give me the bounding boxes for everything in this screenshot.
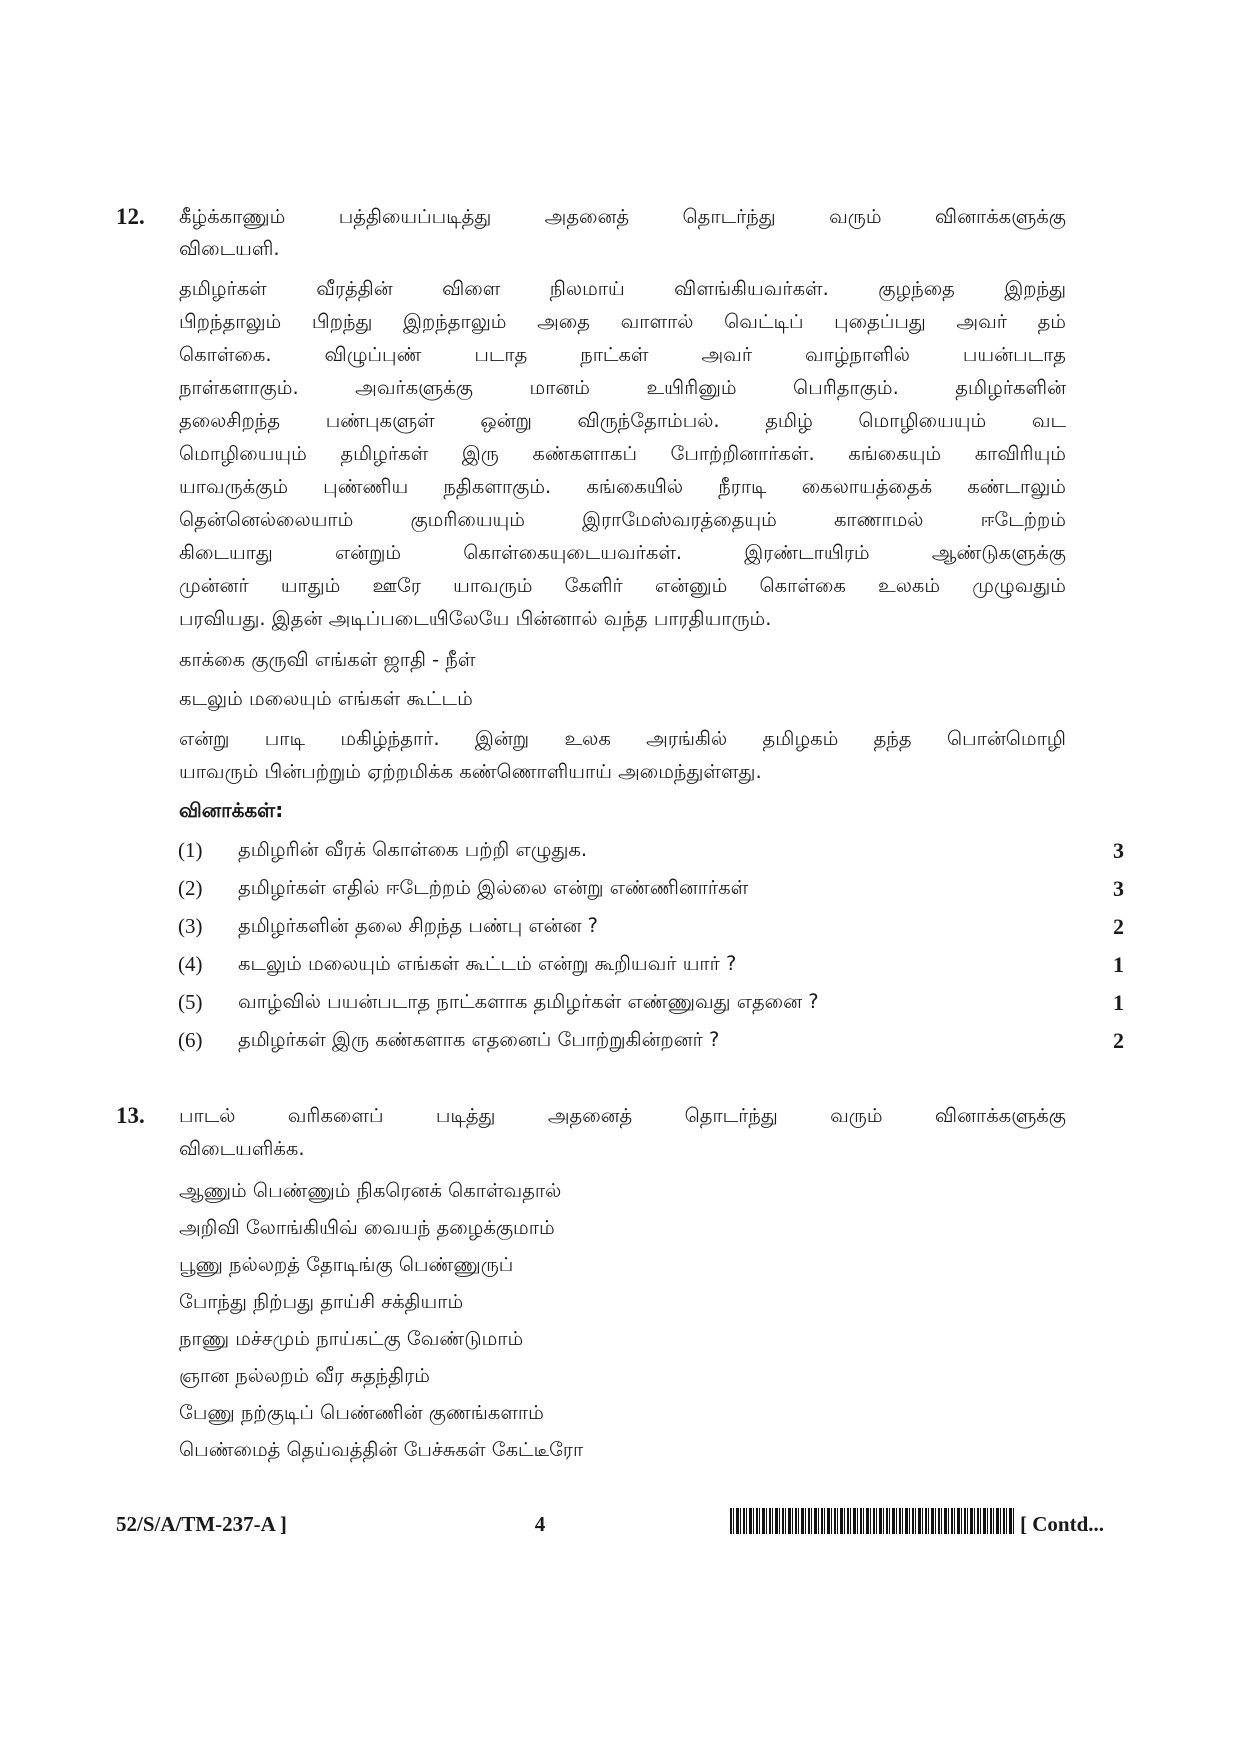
verse-line: கடலும் மலையும் எங்கள் கூட்டம் — [179, 687, 473, 710]
instruction-line: விடையளிக்க. — [179, 1137, 305, 1160]
passage-line: நாள்களாகும். அவர்களுக்கு மானம் உயிரினும் பெரிதாகும். தமிழர்களின் — [179, 376, 1066, 399]
sub-question-number: (3) — [178, 914, 203, 938]
sub-question-number: (6) — [178, 1028, 203, 1052]
poem-line: ஞான நல்லறம் வீர சுதந்திரம் — [179, 1364, 430, 1387]
sub-question-text: தமிழர்களின் தலை சிறந்த பண்பு என்ன ? — [238, 914, 599, 937]
passage-line: மொழியையும் தமிழர்கள் இரு கண்களாகப் போற்றினார்கள். கங்கையும் காவிரியும் — [179, 442, 1066, 465]
question-number: 12. — [116, 204, 145, 229]
passage-line: முன்னர் யாதும் ஊரே யாவரும் கேளிர் என்னும் கொள்கை உலகம் முழுவதும் — [179, 574, 1066, 597]
poem-line: அறிவி லோங்கியிவ் வையந் தழைக்குமாம் — [179, 1216, 555, 1239]
marks: 1 — [1113, 952, 1124, 977]
marks: 1 — [1113, 990, 1124, 1015]
passage-line: தென்னெல்லையாம் குமரியையும் இராமேஸ்வரத்தையும் காணாமல் ஈடேற்றம் — [179, 508, 1066, 531]
passage-line: பரவியது. இதன் அடிப்படையிலேயே பின்னால் வந்த பாரதியாரும். — [179, 607, 772, 630]
sub-question-text: தமிழர்கள் எதில் ஈடேற்றம் இல்லை என்று எண்ணினார்கள் — [238, 876, 749, 899]
passage-line: யாவருக்கும் புண்ணிய நதிகளாகும். கங்கையில் நீராடி கைலாயத்தைக் கண்டாலும் — [179, 475, 1066, 498]
marks: 2 — [1113, 1028, 1124, 1053]
poem-line: நாணு மச்சமும் நாய்கட்கு வேண்டுமாம் — [179, 1327, 524, 1350]
passage-line: கொள்கை. விழுப்புண் படாத நாட்கள் அவர் வாழ்நாளில் பயன்படாத — [179, 343, 1066, 366]
marks: 3 — [1113, 876, 1124, 901]
sub-question-text: கடலும் மலையும் எங்கள் கூட்டம் என்று கூறியவர் யார் ? — [238, 952, 737, 975]
passage-line: பிறந்தாலும் பிறந்து இறந்தாலும் அதை வாளால் வெட்டிப் புதைப்பது அவர் தம் — [179, 310, 1066, 333]
marks: 2 — [1113, 914, 1124, 939]
poem-line: பூணு நல்லறத் தோடிங்கு பெண்ணுருப் — [179, 1253, 514, 1276]
sub-question-number: (5) — [178, 990, 203, 1014]
marks: 3 — [1113, 838, 1124, 863]
poem-line: பெண்மைத் தெய்வத்தின் பேச்சுகள் கேட்டீரோ — [179, 1438, 584, 1461]
instruction-line: கீழ்க்காணும் பத்தியைப்படித்து அதனைத் தொடர்ந்து வரும் வினாக்களுக்கு — [179, 205, 1066, 228]
passage-line: தலைசிறந்த பண்புகளுள் ஒன்று விருந்தோம்பல். தமிழ் மொழியையும் வட — [179, 409, 1066, 432]
poem-line: ஆணும் பெண்ணும் நிகரெனக் கொள்வதால் — [179, 1179, 562, 1202]
continued-label: [ Contd... — [1020, 1512, 1105, 1536]
closing-line: யாவரும் பின்பற்றும் ஏற்றமிக்க கண்ணொளியாய் அமைந்துள்ளது. — [179, 760, 762, 783]
passage-line: கிடையாது என்றும் கொள்கையுடையவர்கள். இரண்டாயிரம் ஆண்டுகளுக்கு — [179, 541, 1066, 564]
paper-code: 52/S/A/TM-237-A ] — [116, 1512, 287, 1536]
verse-line: காக்கை குருவி எங்கள் ஜாதி - நீள் — [179, 648, 476, 671]
sub-question-text: தமிழரின் வீரக் கொள்கை பற்றி எழுதுக. — [238, 838, 588, 861]
poem-line: போந்து நிற்பது தாய்சி சக்தியாம் — [179, 1290, 464, 1313]
passage-line: தமிழர்கள் வீரத்தின் விளை நிலமாய் விளங்கியவர்கள். குழந்தை இறந்து — [179, 277, 1066, 300]
barcode-icon — [730, 1508, 1016, 1534]
sub-question-number: (4) — [178, 952, 203, 976]
question-number: 13. — [116, 1103, 145, 1128]
closing-line: என்று பாடி மகிழ்ந்தார். இன்று உலக அரங்கில் தமிழகம் தந்த பொன்மொழி — [179, 727, 1066, 750]
sub-question-number: (1) — [178, 838, 203, 862]
questions-heading: வினாக்கள்: — [179, 798, 284, 822]
sub-question-text: தமிழர்கள் இரு கண்களாக எதனைப் போற்றுகின்றனர் ? — [238, 1028, 720, 1051]
instruction-line: பாடல் வரிகளைப் படித்து அதனைத் தொடர்ந்து வரும் வினாக்களுக்கு — [179, 1104, 1066, 1127]
sub-question-text: வாழ்வில் பயன்படாத நாட்களாக தமிழர்கள் எண்ணுவது எதனை ? — [238, 990, 819, 1013]
poem-line: பேணு நற்குடிப் பெண்ணின் குணங்களாம் — [179, 1401, 544, 1424]
page-number: 4 — [534, 1512, 546, 1536]
instruction-line: விடையளி. — [179, 237, 280, 260]
sub-question-number: (2) — [178, 876, 203, 900]
